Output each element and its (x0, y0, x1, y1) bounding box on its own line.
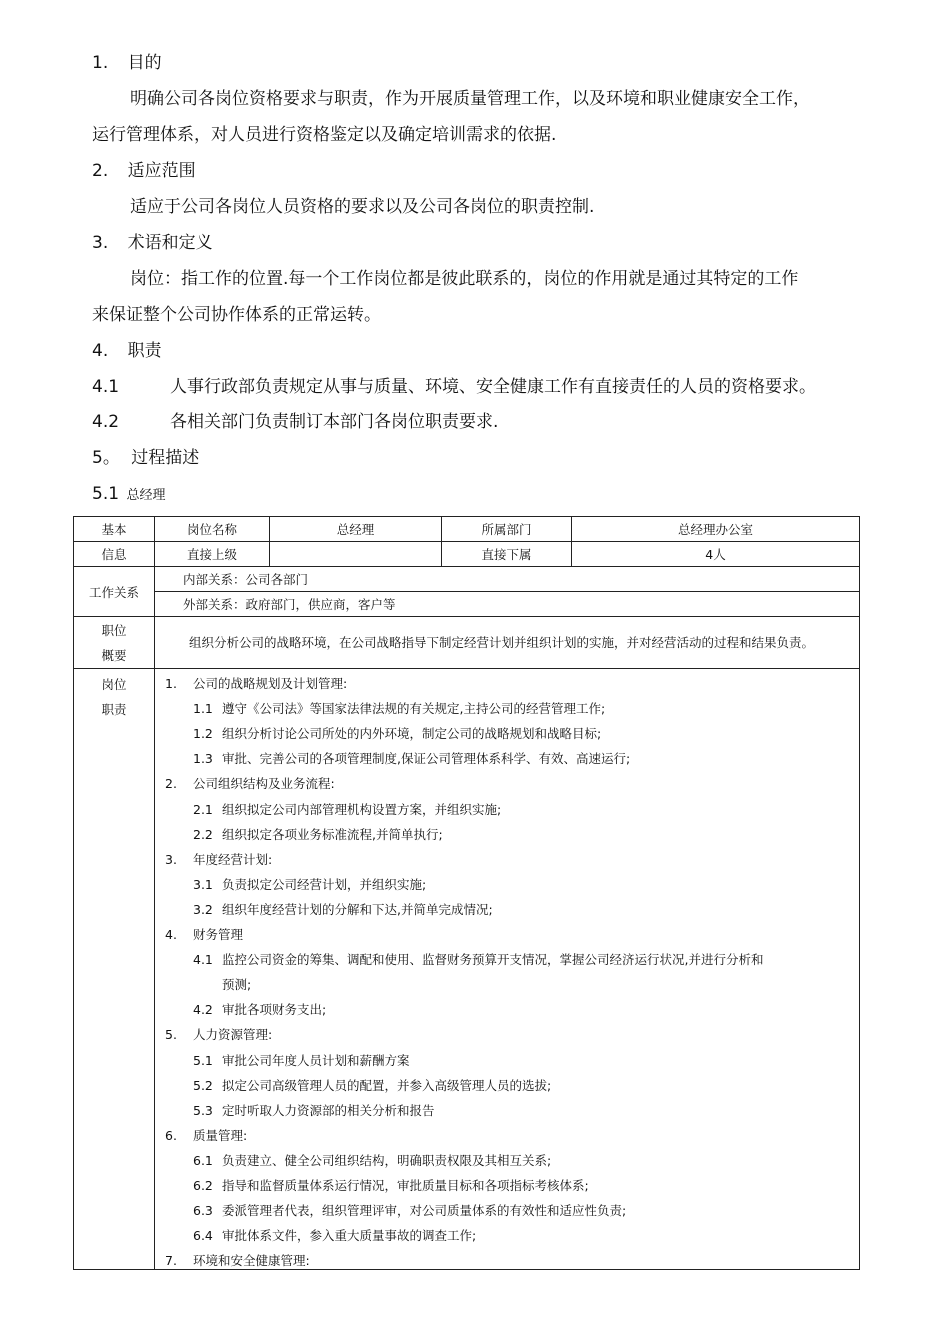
subordinate-value: 4人 (572, 542, 860, 567)
superior-value (270, 542, 442, 567)
item-number: 4.1 (92, 377, 120, 397)
work-relation-label: 工作关系 (74, 567, 155, 617)
item-4-2 (92, 411, 498, 433)
section-title: 总经理 (126, 488, 166, 503)
section-4-heading (92, 340, 162, 362)
duty-item-text: 遵守《公司法》等国家法律法规的有关规定,主持公司的经营管理工作; (222, 701, 606, 717)
duty-item-text: 组织拟定各项业务标准流程,并简单执行; (222, 826, 443, 842)
duty-item-text: 监控公司资金的筹集、调配和使用、监督财务预算开支情况，掌握公司经济运行状况,并进行分析和 (222, 952, 764, 968)
duty-item-number: 1.2 (193, 726, 213, 742)
duty-item-text: 环境和安全健康管理: (193, 1253, 310, 1269)
duty-item-text: 审批、完善公司的各项管理制度,保证公司管理体系科学、有效、高速运行; (222, 751, 631, 767)
duty-item-number: 6.1 (193, 1152, 213, 1168)
duty-item-text: 定时听取人力资源部的相关分析和报告 (222, 1102, 435, 1118)
duty-item-number: 2.2 (193, 826, 213, 842)
duty-item-number: 1. (165, 676, 177, 691)
table-row (74, 669, 860, 1270)
paragraph: 来保证整个公司协作体系的正常运转。 (92, 305, 381, 325)
section-number: 3. (92, 233, 109, 253)
duty-item-text: 负责拟定公司经营计划，并组织实施; (222, 876, 427, 892)
duty-item-number: 6.3 (193, 1203, 213, 1219)
section-title: 适应范围 (127, 161, 196, 181)
section-number: 2. (92, 161, 109, 181)
basic-info-label-bottom: 信息 (74, 542, 155, 567)
duty-item-text: 组织分析讨论公司所处的内外环境，制定公司的战略规划和战略目标; (222, 726, 602, 742)
duty-item-text: 年度经营计划: (193, 851, 273, 867)
section-3-heading (92, 232, 213, 254)
duty-item-text: 负责建立、健全公司组织结构，明确职责权限及其相互关系; (222, 1152, 552, 1168)
duty-item-text: 审批公司年度人员计划和薪酬方案 (222, 1052, 410, 1068)
duty-item-number: 1.3 (193, 751, 213, 767)
duty-item-text: 指导和监督质量体系运行情况，审批质量目标和各项指标考核体系; (222, 1178, 589, 1193)
duty-item-text: 人力资源管理: (193, 1027, 273, 1043)
duty-label-line-2: 职责 (101, 702, 127, 717)
duty-item-text: 公司的战略规划及计划管理: (193, 676, 348, 691)
duty-item-number: 4.2 (193, 1002, 213, 1018)
dept-value: 总经理办公室 (572, 517, 860, 542)
duty-item-number: 5. (165, 1027, 177, 1043)
item-4-1 (92, 376, 816, 398)
duty-item-number: 5.2 (193, 1077, 213, 1093)
section-title: 目的 (127, 53, 162, 73)
job-description-table (73, 516, 860, 1270)
duty-item-text: 审批各项财务支出; (222, 1002, 327, 1018)
basic-info-label-top: 基本 (74, 517, 155, 542)
duty-item-number: 3.1 (193, 876, 213, 892)
section-5-heading (92, 447, 199, 469)
duty-item-text: 审批体系文件，参入重大质量事故的调查工作; (222, 1228, 477, 1244)
summary-cell (155, 617, 860, 669)
section-title: 术语和定义 (127, 233, 213, 253)
internal-relation: 内部关系：公司各部门 (155, 567, 860, 592)
duty-item-number: 5.3 (193, 1102, 213, 1118)
duty-list (155, 669, 860, 1270)
subsection-5-1-heading (92, 483, 165, 505)
duty-label (74, 669, 155, 1270)
duty-item-number: 5.1 (193, 1052, 213, 1068)
section-title: 职责 (127, 341, 162, 361)
section-2-heading (92, 160, 196, 182)
position-name-label: 岗位名称 (155, 517, 270, 542)
duty-item-number: 2.1 (193, 801, 213, 817)
duty-item-number: 6.4 (193, 1228, 213, 1244)
subordinate-label: 直接下属 (442, 542, 572, 567)
table-row (74, 542, 860, 567)
duty-item-text: 财务管理 (193, 927, 244, 942)
table-row (74, 592, 860, 617)
duty-item-number: 3. (165, 851, 177, 867)
section-number: 5。 (92, 448, 120, 468)
summary-label-line-2: 概要 (101, 647, 127, 663)
duty-label-line-1: 岗位 (101, 677, 127, 692)
summary-label (74, 617, 155, 669)
duty-item-number: 4.1 (193, 952, 213, 968)
item-text: 人事行政部负责规定从事与质量、环境、安全健康工作有直接责任的人员的资格要求。 (170, 377, 816, 397)
summary-text: 组织分析公司的战略环境，在公司战略指导下制定经营计划并组织计划的实施，并对经营活动的过程和结果负责。 (189, 635, 815, 650)
dept-label: 所属部门 (442, 517, 572, 542)
section-number: 4. (92, 341, 109, 361)
duty-item-number: 4. (165, 927, 177, 942)
duty-item-text: 组织年度经营计划的分解和下达,并简单完成情况; (222, 901, 493, 917)
duty-item-text: 组织拟定公司内部管理机构设置方案，并组织实施; (222, 801, 502, 817)
duty-item-number: 6. (165, 1127, 177, 1143)
position-name-value: 总经理 (270, 517, 442, 542)
duty-item-text: 委派管理者代表，组织管理评审，对公司质量体系的有效性和适应性负责; (222, 1203, 627, 1219)
item-number: 4.2 (92, 412, 120, 432)
table-row (74, 567, 860, 592)
paragraph: 运行管理体系，对人员进行资格鉴定以及确定培训需求的依据. (92, 125, 557, 145)
duty-item-number: 2. (165, 776, 177, 792)
section-number: 1. (92, 53, 109, 73)
summary-label-line-1: 职位 (101, 622, 127, 638)
paragraph: 适应于公司各岗位人员资格的要求以及公司各岗位的职责控制. (130, 197, 595, 217)
duty-item-number: 3.2 (193, 901, 213, 917)
duty-item-number: 7. (165, 1253, 177, 1269)
item-text: 各相关部门负责制订本部门各岗位职责要求. (170, 412, 499, 432)
duty-item-number: 1.1 (193, 701, 213, 717)
duty-item-text: 预测; (222, 977, 252, 993)
paragraph: 明确公司各岗位资格要求与职责，作为开展质量管理工作，以及环境和职业健康安全工作， (130, 89, 810, 109)
superior-label: 直接上级 (155, 542, 270, 567)
section-number: 5.1 (92, 484, 120, 504)
table-row (74, 617, 860, 669)
section-title: 过程描述 (131, 448, 200, 468)
section-1-heading (92, 52, 162, 74)
duty-item-text: 质量管理: (193, 1127, 248, 1143)
external-relation: 外部关系：政府部门，供应商，客户等 (155, 592, 860, 617)
duty-item-text: 公司组织结构及业务流程: (193, 776, 335, 792)
duty-item-text: 拟定公司高级管理人员的配置，并参入高级管理人员的选拔; (222, 1077, 552, 1093)
table-row (74, 517, 860, 542)
duty-item-number: 6.2 (193, 1178, 213, 1193)
paragraph: 岗位：指工作的位置.每一个工作岗位都是彼此联系的，岗位的作用就是通过其特定的工作 (130, 269, 799, 289)
